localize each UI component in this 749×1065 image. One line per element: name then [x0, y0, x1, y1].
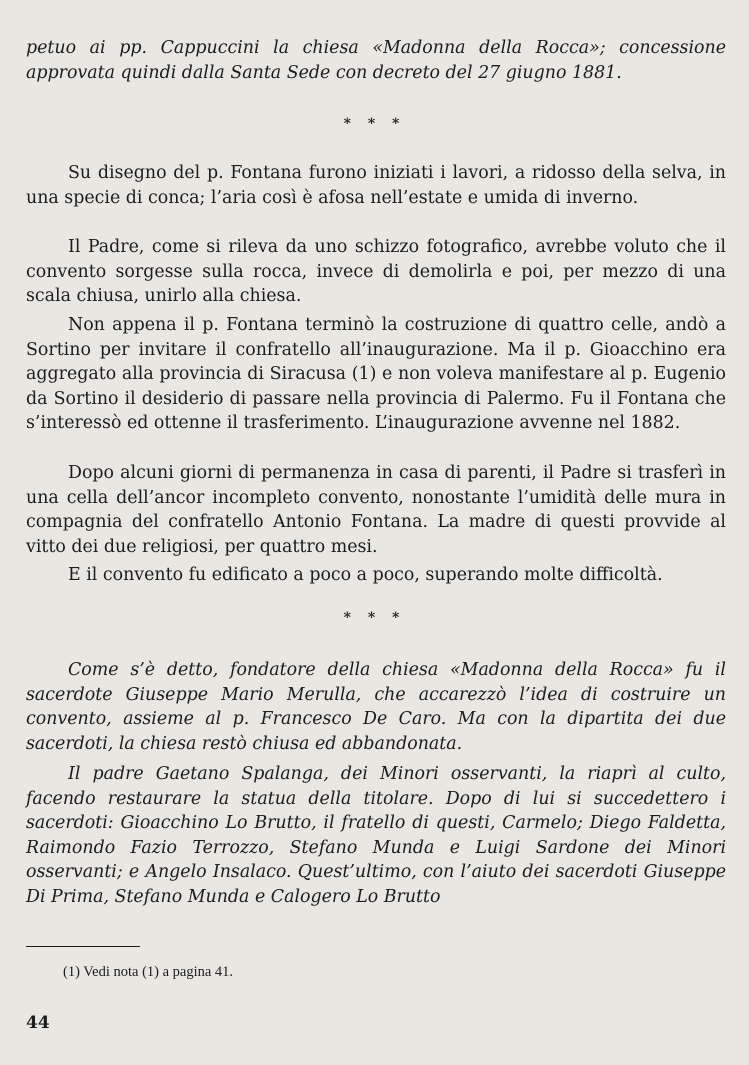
paragraph-italic: Come s’è detto, fondatore della chiesa «Madonna della Rocca» fu il sacerdote Giuseppe Mario Merulla, che accarezzò l’idea di costruire un convento, assieme al p. Francesco De Caro. Ma con la dipartita dei due sacerdoti, la chiesa restò chiusa ed abbandonata. — [26, 660, 726, 754]
paragraph-italic: Il padre Gaetano Spalanga, dei Minori osservanti, la riaprì al culto, facendo restaurare la statua della titolare. Dopo di lui si succedettero i sacerdoti: Gioacchino Lo Brutto, il fratello di questi, Carmelo; Diego Faldetta, Raimondo Fazio Terrozzo, Stefano Munda e Luigi Sardone dei Minori osservanti; e Angelo Insalaco. Quest’ultimo, con l’aiuto dei sacerdoti Giuseppe Di Prima, Stefano Munda e Calogero Lo Brutto — [26, 764, 726, 907]
footnote-rule — [26, 946, 140, 947]
paragraph: Su disegno del p. Fontana furono iniziati i lavori, a ridosso della selva, in una specie di conca; l’aria così è afosa nell’estate e umida di inverno. — [26, 163, 726, 208]
section-separator: * * * — [343, 610, 406, 626]
page-number: 44 — [26, 1013, 50, 1033]
paragraph: E il convento fu edificato a poco a poco, superando molte difficoltà. — [68, 565, 663, 585]
section-separator: * * * — [343, 116, 406, 132]
paragraph: Dopo alcuni giorni di permanenza in casa di parenti, il Padre si trasferì in una cella dell’ancor incompleto convento, nonostante l’umidità delle mura in compagnia del confratello Antonio Fontana. La madre di questi provvide al vitto dei due religiosi, per quattro mesi. — [26, 463, 726, 557]
footnote: (1) Vedi nota (1) a pagina 41. — [63, 964, 234, 980]
paragraph: Il Padre, come si rileva da uno schizzo fotografico, avrebbe voluto che il convento sorgesse sulla rocca, invece di demolirla e poi, per mezzo di una scala chiusa, unirlo alla chiesa. — [26, 237, 726, 307]
paragraph: Non appena il p. Fontana terminò la costruzione di quattro celle, andò a Sortino per invitare il confratello all’inaugurazione. Ma il p. Gioacchino era aggregato alla provincia di Siracusa (1) e non voleva manifestare al p. Eugenio da Sortino il desiderio di passare nella provincia di Palermo. Fu il Fontana che s’interessò ed ottenne il trasferimento. L’inaugurazione avvenne nel 1882. — [26, 315, 726, 434]
paragraph-continued-italic: petuo ai pp. Cappuccini la chiesa «Madonna della Rocca»; concessione approvata quindi dalla Santa Sede con decreto del 27 giugno 1881. — [26, 38, 726, 83]
